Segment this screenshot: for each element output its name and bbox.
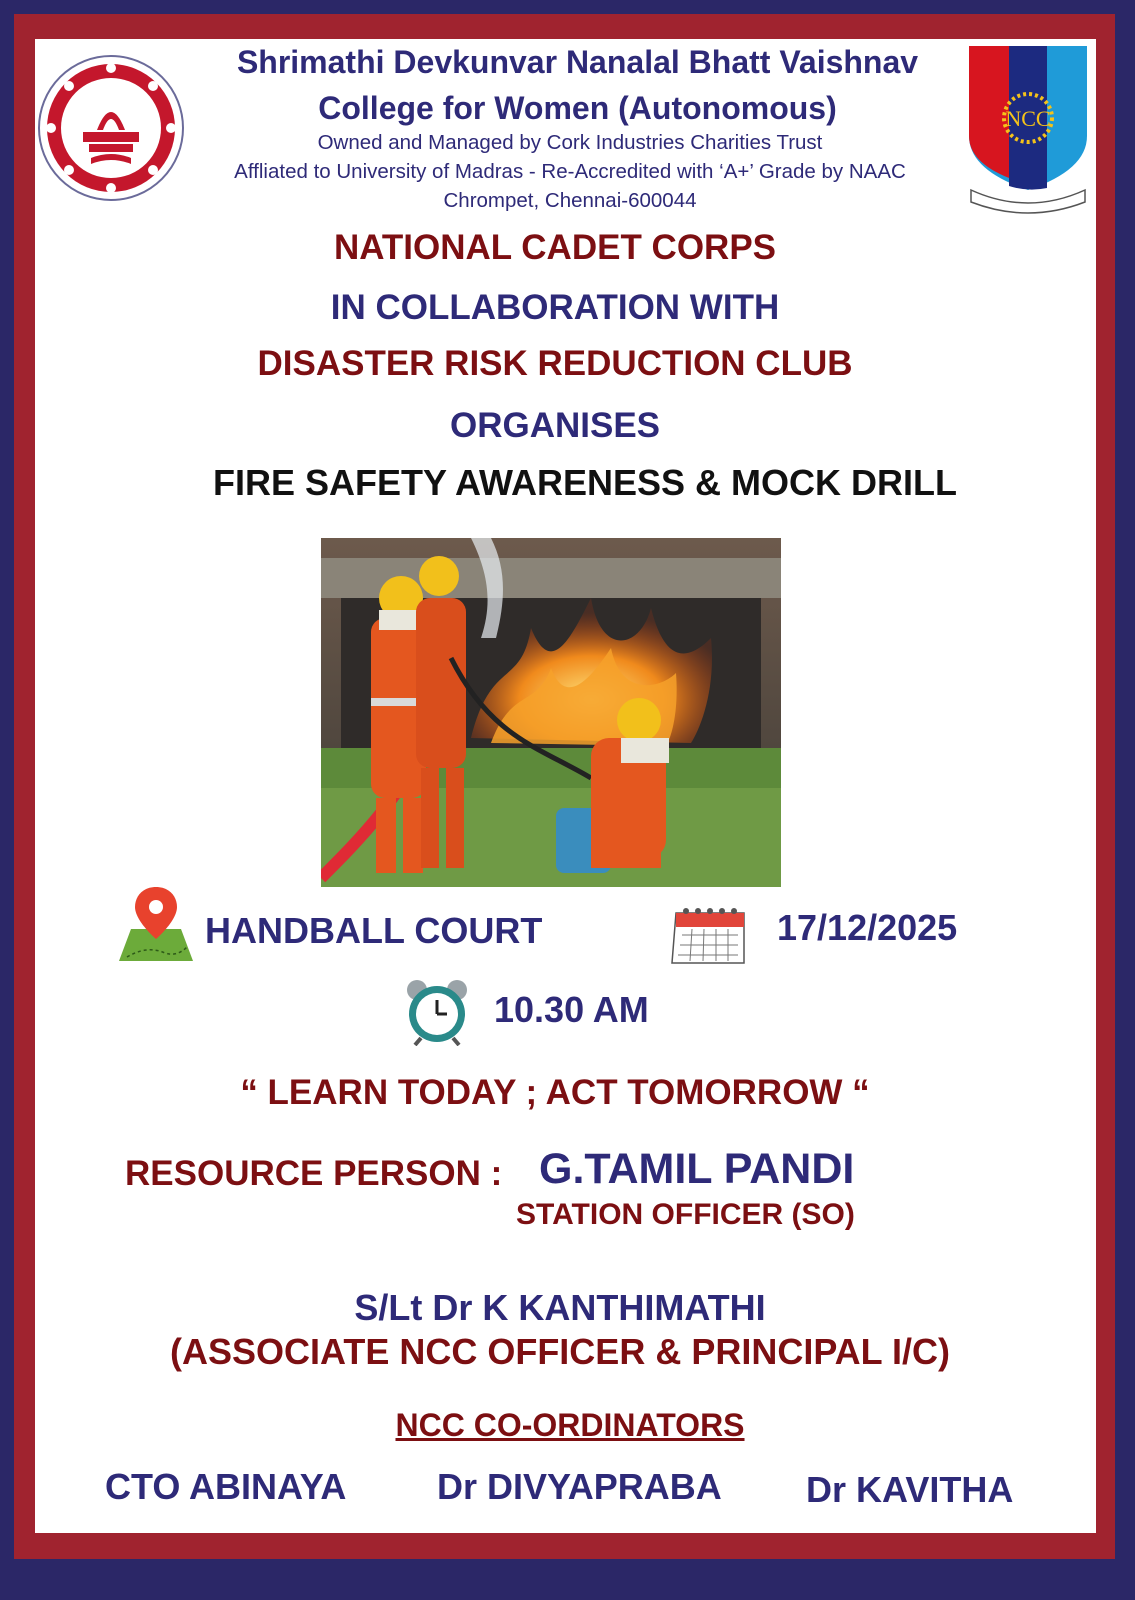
ncc-emblem-icon [965,40,1091,216]
trust-line: Owned and Managed by Cork Industries Charities Trust [317,131,823,154]
officer-name: S/Lt Dr K KANTHIMATHI [354,1287,766,1328]
officer-role: (ASSOCIATE NCC OFFICER & PRINCIPAL I/C) [169,1331,950,1372]
organises-heading: ORGANISES [449,406,661,445]
event-title: FIRE SAFETY AWARENESS & MOCK DRILL [212,462,958,503]
collaboration-heading: IN COLLABORATION WITH [330,288,780,327]
ncc-badge-text: NCC [1005,106,1051,131]
firefighters-photo [321,538,781,887]
address-line: Chrompet, Chennai-600044 [443,189,697,212]
venue-text: HANDBALL COURT [205,910,543,951]
coordinator-name: CTO ABINAYA [105,1466,347,1507]
college-name-line2: College for Women (Autonomous) [318,90,837,126]
coordinator-name: Dr DIVYAPRABA [437,1466,722,1507]
organiser-heading: NATIONAL CADET CORPS [333,228,777,267]
club-heading: DISASTER RISK REDUCTION CLUB [257,344,853,383]
coordinators-heading: NCC CO-ORDINATORS [395,1407,745,1443]
slogan-text: “ LEARN TODAY ; ACT TOMORROW “ [240,1073,870,1112]
alarm-clock-icon [403,978,471,1046]
resource-person-label: RESOURCE PERSON : [125,1154,503,1193]
time-text: 10.30 AM [494,989,649,1030]
coordinator-name: Dr KAVITHA [806,1469,1014,1510]
college-seal-icon [37,54,185,202]
calendar-icon [670,905,747,966]
resource-person-name: G.TAMIL PANDI [539,1145,855,1193]
date-text: 17/12/2025 [777,907,958,948]
college-name-line1: Shrimathi Devkunvar Nanalal Bhatt Vaishnav [236,44,919,80]
affiliation-line: Affliated to University of Madras - Re-Accredited with ‘A+’ Grade by NAAC [234,160,906,183]
map-pin-icon [117,887,195,963]
resource-person-designation: STATION OFFICER (SO) [516,1198,855,1231]
